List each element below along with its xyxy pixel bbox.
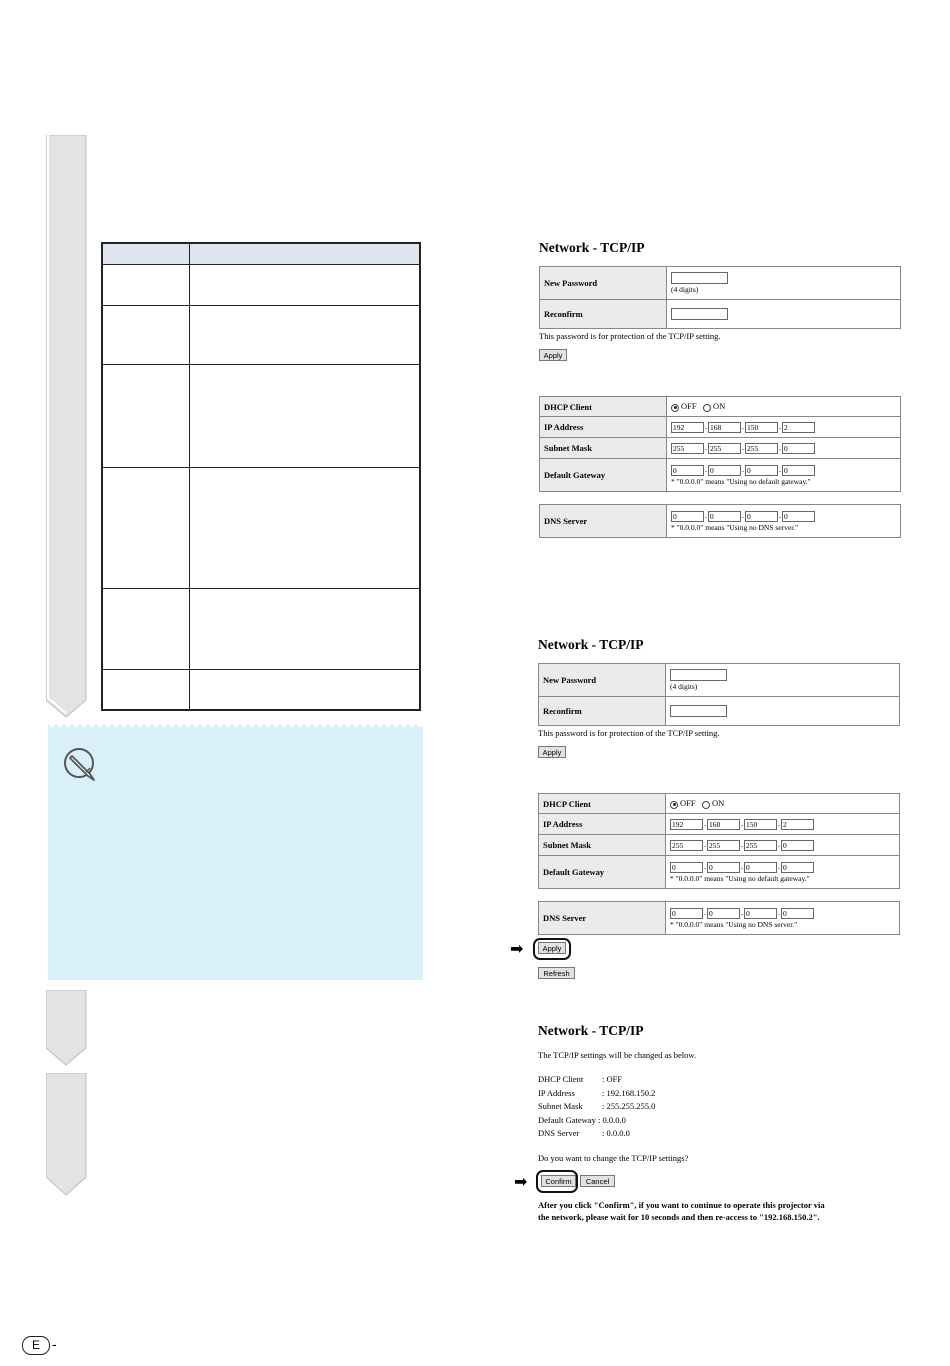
subnet-octet-3[interactable]: 255 [745, 443, 778, 454]
apply-highlight-ring [533, 938, 571, 960]
subnet-label: Subnet Mask [543, 840, 591, 850]
off-label: OFF [681, 401, 697, 412]
dhcp-on-radio[interactable] [702, 801, 710, 809]
password-table [538, 663, 900, 726]
gateway-octet-4[interactable]: 0 [782, 465, 815, 476]
subnet-octet-3[interactable]: 255 [744, 840, 777, 851]
summary-row: Subnet Mask : 255.255.255.0 [538, 1101, 656, 1111]
ip-octet-4[interactable]: 2 [781, 819, 814, 830]
summary-row: DNS Server : 0.0.0.0 [538, 1128, 630, 1138]
dns-octet-2[interactable]: 0 [707, 908, 740, 919]
step-tab-3 [46, 1073, 88, 1198]
tcpip-confirm-panel [538, 1023, 900, 1233]
dns-label: DNS Server [544, 516, 588, 526]
digits-hint: (4 digits) [670, 682, 698, 692]
subnet-octet-4[interactable]: 0 [782, 443, 815, 454]
confirm-question: Do you want to change the TCP/IP settings? [538, 1153, 689, 1163]
step-tab-1 [46, 135, 88, 720]
tcpip-panel-2 [538, 637, 900, 987]
reconfirm-input[interactable] [671, 308, 728, 320]
dns-table: DNS Server 0 . 0 . 0 . 0 * "0.0.0.0" means "Using no DNS server." [539, 504, 901, 538]
subnet-octet-2[interactable]: 255 [708, 443, 741, 454]
after-confirm-line-2: the network, please wait for 10 seconds and then re-access to "192.168.150.2". [538, 1212, 820, 1222]
summary-row: IP Address : 192.168.150.2 [538, 1087, 656, 1098]
dns-octet-3[interactable]: 0 [745, 511, 778, 522]
cancel-button[interactable]: Cancel [580, 1175, 615, 1187]
summary-row: DHCP Client : OFF [538, 1074, 623, 1084]
reconfirm-label: Reconfirm [544, 309, 583, 319]
dns-octet-2[interactable]: 0 [708, 511, 741, 522]
dhcp-off-radio[interactable] [671, 404, 679, 412]
page-marker [22, 1336, 57, 1355]
on-label: ON [712, 401, 726, 412]
gateway-label: Default Gateway [544, 470, 606, 480]
subnet-label: Subnet Mask [544, 443, 592, 453]
ip-octet-1[interactable]: 192 [671, 422, 704, 433]
gateway-hint: * "0.0.0.0" means "Using no default gateway." [671, 476, 811, 486]
ip-octet-4[interactable]: 2 [782, 422, 815, 433]
confirm-intro: The TCP/IP settings will be changed as below. [538, 1050, 697, 1060]
apply-button[interactable]: Apply [538, 746, 566, 758]
protect-text: This password is for protection of the TCP/IP setting. [538, 728, 720, 738]
network-table: DHCP Client OFF ON IP Address 192 . 168 . 150 . 2 Subnet Mask 255 . 255 . 255 . 0 Default Gateway 0 . 0 . 0 . 0 * "0.0.0.0" means "Using no default gateway." [539, 396, 901, 492]
ip-label: IP Address [544, 422, 584, 432]
tcpip-panel-1 [539, 240, 901, 540]
gateway-octet-3[interactable]: 0 [744, 862, 777, 873]
dns-octet-1[interactable]: 0 [671, 511, 704, 522]
reconfirm-label: Reconfirm [543, 706, 582, 716]
on-label: ON [711, 798, 725, 809]
ip-octet-2[interactable]: 168 [708, 422, 741, 433]
dns-label: DNS Server [543, 913, 587, 923]
dhcp-label: DHCP Client [544, 401, 592, 412]
panel-title: Network - TCP/IP [538, 1023, 644, 1038]
subnet-octet-1[interactable]: 255 [671, 443, 704, 454]
gateway-octet-2[interactable]: 0 [708, 465, 741, 476]
new-password-label: New Password [543, 675, 597, 685]
dns-octet-3[interactable]: 0 [744, 908, 777, 919]
new-password-input[interactable] [670, 669, 727, 681]
after-confirm-line-1: After you click "Confirm", if you want to continue to operate this projector via [538, 1200, 825, 1210]
apply-button[interactable]: Apply [539, 349, 567, 361]
new-password-label: New Password [544, 278, 598, 288]
dhcp-off-radio[interactable] [670, 801, 678, 809]
gateway-octet-3[interactable]: 0 [745, 465, 778, 476]
protect-text: This password is for protection of the TCP/IP setting. [539, 331, 721, 341]
panel-title: Network - TCP/IP [539, 240, 645, 255]
dns-hint: * "0.0.0.0" means "Using no DNS server." [670, 919, 798, 929]
dns-octet-4[interactable]: 0 [782, 511, 815, 522]
new-password-input[interactable] [671, 272, 728, 284]
subnet-octet-4[interactable]: 0 [781, 840, 814, 851]
digits-hint: (4 digits) [671, 285, 699, 295]
gateway-octet-4[interactable]: 0 [781, 862, 814, 873]
gateway-octet-1[interactable]: 0 [670, 862, 703, 873]
pointer-arrow-icon: ➡ [510, 939, 524, 958]
gateway-hint: * "0.0.0.0" means "Using no default gateway." [670, 873, 810, 883]
pointer-arrow-icon: ➡ [514, 1172, 528, 1191]
apply-button-highlighted[interactable]: Apply [538, 942, 566, 954]
password-table [539, 266, 901, 329]
gateway-octet-1[interactable]: 0 [671, 465, 704, 476]
dns-octet-4[interactable]: 0 [781, 908, 814, 919]
dns-octet-1[interactable]: 0 [670, 908, 703, 919]
dns-table: DNS Server 0 . 0 . 0 . 0 * "0.0.0.0" means "Using no DNS server." [538, 901, 900, 935]
settings-table-header [103, 244, 419, 265]
refresh-button[interactable]: Refresh [538, 967, 575, 979]
dhcp-label: DHCP Client [543, 798, 591, 809]
dhcp-on-radio[interactable] [703, 404, 711, 412]
reconfirm-input[interactable] [670, 705, 727, 717]
off-label: OFF [680, 798, 696, 809]
gateway-label: Default Gateway [543, 867, 605, 877]
language-badge: E [22, 1336, 50, 1355]
ip-octet-1[interactable]: 192 [670, 819, 703, 830]
ip-label: IP Address [543, 819, 583, 829]
subnet-octet-1[interactable]: 255 [670, 840, 703, 851]
confirm-button[interactable]: Confirm [541, 1175, 576, 1187]
subnet-octet-2[interactable]: 255 [707, 840, 740, 851]
confirm-highlight-ring [536, 1170, 578, 1193]
network-table: DHCP Client OFF ON IP Address 192 . 168 . 150 . 2 Subnet Mask 255 . 255 . 255 . 0 Default Gateway 0 . 0 . 0 . 0 * "0.0.0.0" means "Using no default gateway." [538, 793, 900, 889]
note-box [48, 724, 423, 980]
page-number-suffix: - [52, 1336, 57, 1352]
ip-octet-3[interactable]: 150 [745, 422, 778, 433]
gateway-octet-2[interactable]: 0 [707, 862, 740, 873]
pencil-note-icon [62, 746, 102, 786]
panel-title: Network - TCP/IP [538, 637, 644, 652]
step-tab-2 [46, 990, 88, 1068]
dns-hint: * "0.0.0.0" means "Using no DNS server." [671, 522, 799, 532]
summary-row: Default Gateway : 0.0.0.0 [538, 1114, 626, 1125]
settings-summary [538, 1073, 655, 1141]
ip-octet-2[interactable]: 168 [707, 819, 740, 830]
ip-octet-3[interactable]: 150 [744, 819, 777, 830]
settings-table [101, 242, 421, 711]
